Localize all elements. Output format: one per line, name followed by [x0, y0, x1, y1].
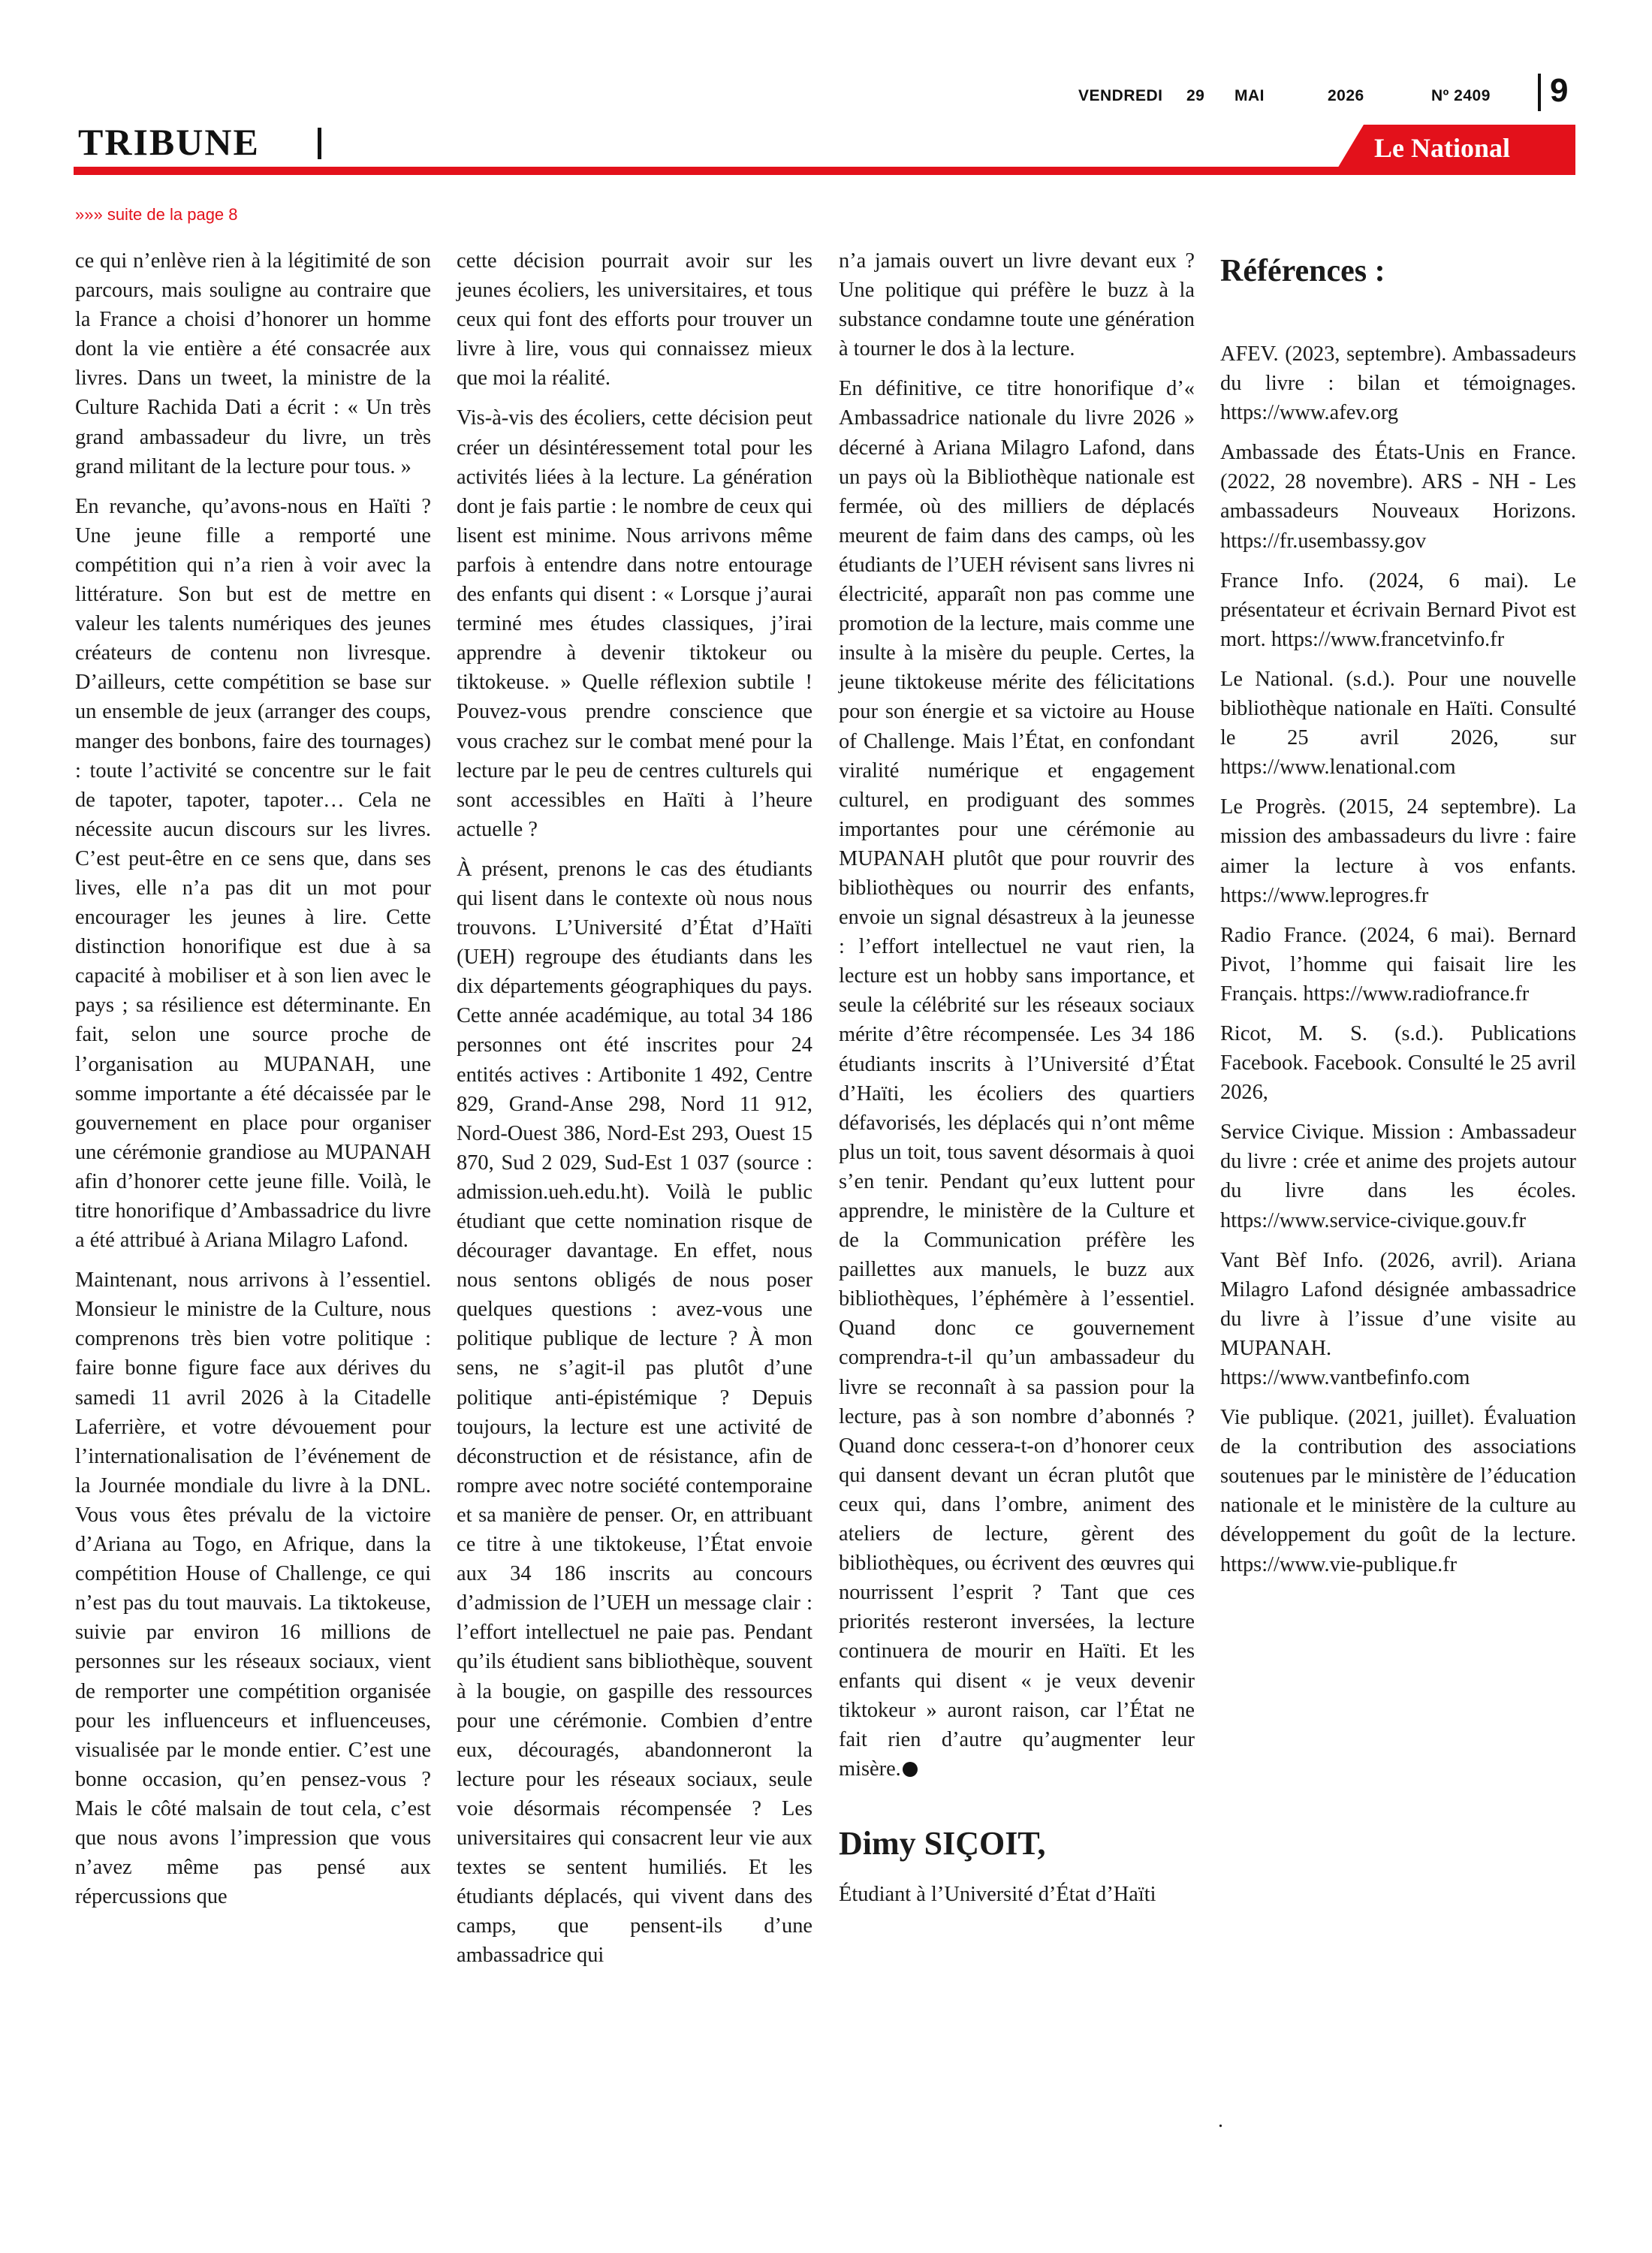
paragraph: ce qui n’enlève rien à la légitimité de son parcours, mais souligne au contraire que la France a choisi d’honorer un homme dont la vie entière a été consacrée aux livres. Dans un tweet, la ministre de la Culture Rachida Dati a écrit : « Un très grand ambassadeur du livre, un très grand militant de la lecture pour tous. »	[75, 249, 431, 478]
date-year: 2026	[1328, 87, 1364, 104]
reference-item: AFEV. (2023, septembre). Ambassadeurs du livre : bilan et témoignages. https://www.afev.org	[1220, 342, 1576, 425]
paragraph: cette décision pourrait avoir sur les jeunes écoliers, les universitaires, et tous ceux qui font des efforts pour trouver un livre à lire, vous qui connaissez mieux que moi la réalité.	[457, 249, 812, 391]
reference-item: Vie publique. (2021, juillet). Évaluation de la contribution des associations soutenues par le ministère de l’éducation nationale et le ministère de la culture au développement du goût de la lecture. https://www.vie-publique.fr	[1220, 1406, 1576, 1576]
article-column-1	[75, 246, 431, 1922]
reference-item: Ambassade des États-Unis en France. (2022, 28 novembre). ARS - NH - Les ambassadeurs Nouveaux Horizons. https://fr.usembassy.gov	[1220, 441, 1576, 553]
paragraph: Maintenant, nous arrivons à l’essentiel. Monsieur le ministre de la Culture, nous comprenons très bien votre politique : faire bonne figure face aux dérives du samedi 11 avril 2026 à la Citadelle Laferrière, et votre dévouement pour l’internationalisation de l’événement de la Journée mondiale du livre à la DNL. Vous vous êtes prévalu de la victoire d’Ariana au Togo, en Afrique, dans la compétition House of Challenge, ce qui n’est pas du tout mauvais. La tiktokeuse, suivie par environ 16 millions de personnes sur les réseaux sociaux, vient de remporter une compétition organisée pour les influenceurs et influenceuses, visualisée par le monde entier. C’est une bonne occasion, qu’en pensez-vous ? Mais le côté malsain de tout cela, c’est que nous avons l’impression que vous n’avez même pas pensé aux répercussions que	[75, 1268, 431, 1909]
reference-item: Service Civique. Mission : Ambassadeur du livre : crée et anime des projets autour du livre dans les écoles. https://www.service-civique.gouv.fr	[1220, 1120, 1576, 1232]
issue-number: Nº 2409	[1431, 87, 1491, 104]
article-column-2	[457, 246, 812, 1980]
paragraph: En revanche, qu’avons-nous en Haïti ? Une jeune fille a remporté une compétition qui n’a rien à voir avec la littérature. Son but est de mettre en valeur les talents numériques des jeunes créateurs de contenu non livresque. D’ailleurs, cette compétition se base sur un ensemble de jeux (arranger des coups, manger des bonbons, faire des tournages) : toute l’activité se concentre sur le fait de tapoter, tapoter, tapoter… Cela ne nécessite aucun discours sur les livres. C’est peut-être en ce sens que, dans ses lives, elle n’a pas dit un mot pour encourager les jeunes à lire. Cette distinction honorifique est due à sa capacité à mobiliser et à son lien avec le pays ; sa résilience est déterminante. En fait, selon une source proche de l’organisation au MUPANAH, une somme importante a été décaissée par le gouvernement en place pour organiser une cérémonie grandiose au MUPANAH afin d’honorer cette jeune fille. Voilà, le titre honorifique d’Ambassadrice du livre a été attribué à Ariana Milagro Lafond.	[75, 494, 431, 1253]
section-title: TRIBUNE	[78, 121, 260, 163]
page-number-divider	[1538, 74, 1541, 111]
date-day: VENDREDI	[1078, 87, 1163, 104]
end-of-article-icon	[903, 1762, 918, 1777]
trailing-dot: .	[1218, 2109, 1223, 2132]
page-number: 9	[1550, 72, 1569, 109]
reference-item: Radio France. (2024, 6 mai). Bernard Pivot, l’homme qui faisait lire les Français. https://www.radiofrance.fr	[1220, 923, 1576, 1006]
references-title: Références :	[1220, 254, 1385, 288]
author-name: Dimy SIÇOIT,	[839, 1824, 1046, 1862]
reference-item: Vant Bèf Info. (2026, avril). Ariana Milagro Lafond désignée ambassadrice du livre à l’issue d’une visite au MUPANAH. https://www.vantbefinfo.com	[1220, 1248, 1576, 1389]
continued-from-label: »»» suite de la page 8	[75, 205, 238, 224]
closing-paragraph-text: En définitive, ce titre honorifique d’« Ambassadrice nationale du livre 2026 » décerné à Ariana Milagro Lafond, dans un pays où la Bibliothèque nationale est fermée, où des milliers de déplacés meurent de faim dans des camps, où les étudiants de l’UEH révisent sans livres ni électricité, apparaît non pas comme une promotion de la lecture, mais comme une insulte à la misère du peuple. Certes, la jeune tiktokeuse mérite des félicitations pour son énergie et sa victoire au House of Challenge. Mais l’État, en confondant viralité numérique et engagement culturel, en prodiguant des sommes importantes pour une cérémonie au MUPANAH plutôt que pour rouvrir des bibliothèques ou nourrir des enfants, envoie un signal désastreux à la jeunesse : l’effort intellectuel ne vaut rien, la lecture est un hobby sans importance, et seule la célébrité sur les réseaux sociaux mérite d’être récompensée. Les 34 186 étudiants inscrits à l’Université d’État d’Haïti, les écoliers des quartiers défavorisés, les déplacés qui n’ont même plus un toit, tous savent désormais à quoi s’en tenir. Pendant qu’eux luttent pour apprendre, le ministère de la Culture et de la Communication préfère les paillettes aux manuels, le buzz aux bibliothèques, l’éphémère à l’essentiel. Quand donc ce gouvernement comprendra-t-il qu’un ambassadeur du livre se reconnaît à sa passion pour la lecture, pas à son nombre d’abonnés ? Quand donc cessera-t-on d’honorer ceux qui dansent devant un écran plutôt que ceux qui, dans l’ombre, animent des ateliers de lecture, gèrent des bibliothèques, ou écrivent des œuvres qui nourrissent l’esprit ? Tant que ces priorités resteront inversées, la lecture continuera de mourir en Haïti. Et les enfants qui disent « je veux devenir tiktokeur » auront raison, car l’État ne fait rien d’autre qu’augmenter leur misère.	[839, 377, 1195, 1781]
references-column	[1220, 246, 1576, 1590]
paragraph: n’a jamais ouvert un livre devant eux ? Une politique qui préfère le buzz à la substance condamne toute une génération à tourner le dos à la lecture.	[839, 249, 1195, 361]
reference-item: Le National. (s.d.). Pour une nouvelle bibliothèque nationale en Haïti. Consulté le 25 avril 2026, sur https://www.lenational.com	[1220, 667, 1576, 780]
date-month: MAI	[1234, 87, 1265, 104]
date-number: 29	[1186, 87, 1205, 104]
article-column-3	[839, 246, 1195, 1920]
author-affiliation: Étudiant à l’Université d’État d’Haïti	[839, 1882, 1156, 1906]
paragraph	[839, 374, 1195, 1784]
reference-item: Ricot, M. S. (s.d.). Publications Facebook. Facebook. Consulté le 25 avril 2026,	[1220, 1021, 1576, 1105]
paragraph: Vis-à-vis des écoliers, cette décision peut créer un désintéressement total pour les activités liées à la lecture. La génération dont je fais partie : le nombre de ceux qui lisent est minime. Nous arrivons même parfois à entendre dans notre entourage des enfants qui disent : « Lorsque j’aurai terminé mes études classiques, j’irai apprendre à devenir tiktokeur ou tiktokeuse. » Quelle réflexion subtile ! Pouvez-vous prendre conscience que vous crachez sur le combat mené pour la lecture par le peu de centres culturels qui sont accessibles en Haïti à l’heure actuelle ?	[457, 406, 812, 841]
reference-item: Le Progrès. (2015, 24 septembre). La mission des ambassadeurs du livre : faire aimer la lecture à vos enfants. https://www.leprogres.fr	[1220, 795, 1576, 907]
paragraph: À présent, prenons le cas des étudiants qui lisent dans le contexte où nous nous trouvons. L’Université d’État d’Haïti (UEH) regroupe des étudiants dans les dix départements géographiques du pays. Cette année académique, au total 34 186 personnes ont été inscrites pour 24 entités actives : Artibonite 1 492, Centre 829, Grand-Anse 298, Nord 11 912, Nord-Ouest 386, Nord-Est 293, Ouest 15 870, Sud 2 029, Sud-Est 1 037 (source : admission.ueh.edu.ht). Voilà le public étudiant que cette nomination risque de décourager davantage. En effet, nous nous sentons obligés de nous poser quelques questions : avez-vous une politique publique de lecture ? À mon sens, ne s’agit-il pas plutôt d’une politique anti-épistémique ? Depuis toujours, la lecture est une activité de déconstruction et de résistance, afin de rompre avec notre société contemporaine et sa manière de penser. Or, en attribuant ce titre à une tiktokeuse, l’État envoie aux 34 186 inscrits au concours d’admission de l’UEH un message clair : l’effort intellectuel ne paie pas. Pendant qu’ils étudient sans bibliothèque, souvent à la bougie, on gaspille des ressources pour une cérémonie. Combien d’entre eux, découragés, abandonneront la lecture pour les réseaux sociaux, seule voie désormais récompensée ? Les universitaires qui consacrent leur vie aux textes se sentent humiliés. Et les étudiants déplacés, qui vivent dans des camps, que pensent-ils d’une ambassadrice qui	[457, 857, 812, 1968]
section-divider	[318, 128, 321, 159]
brand-name: Le National	[1374, 133, 1511, 163]
reference-item: France Info. (2024, 6 mai). Le présentateur et écrivain Bernard Pivot est mort. https://www.francetvinfo.fr	[1220, 569, 1576, 651]
